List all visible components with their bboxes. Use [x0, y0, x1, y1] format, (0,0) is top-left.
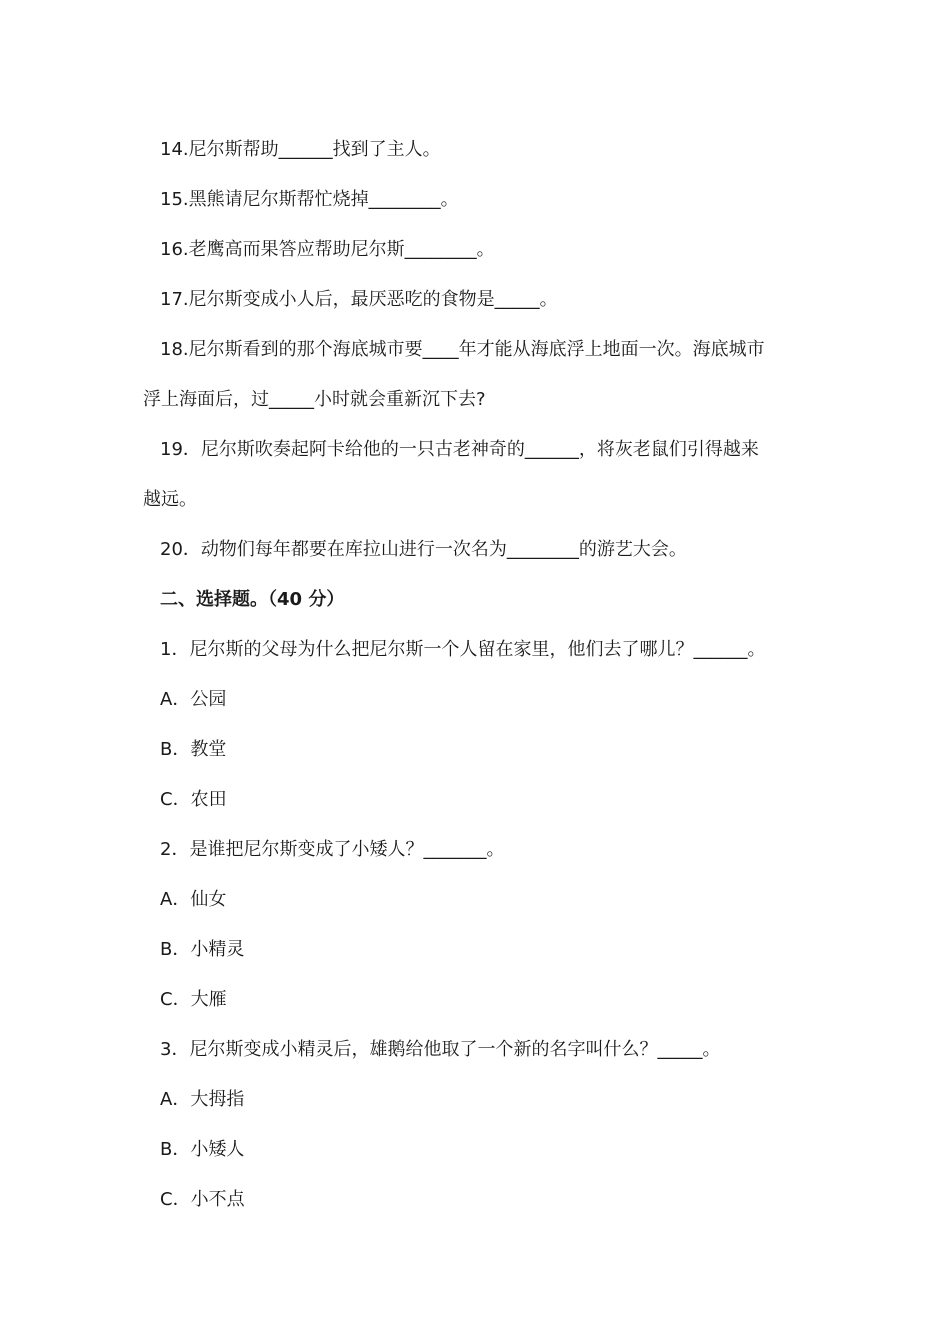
choice-question-2: 2．是谁把尼尔斯变成了小矮人？_______。: [160, 839, 505, 860]
fill-in-question-17: 17.尼尔斯变成小人后，最厌恶吃的食物是_____。: [160, 289, 558, 310]
fill-in-question-16: 16.老鹰高而果答应帮助尼尔斯________。: [160, 239, 495, 260]
choice-option-2b: B．小精灵: [160, 939, 245, 960]
choice-question-3: 3．尼尔斯变成小精灵后，雄鹅给他取了一个新的名字叫什么？_____。: [160, 1039, 721, 1060]
choice-option-1c: C．农田: [160, 789, 227, 810]
choice-option-3b: B．小矮人: [160, 1139, 245, 1160]
choice-option-2c: C．大雁: [160, 989, 227, 1010]
fill-in-question-14: 14.尼尔斯帮助______找到了主人。: [160, 139, 441, 160]
fill-in-question-15: 15.黑熊请尼尔斯帮忙烧掉________。: [160, 189, 459, 210]
fill-in-question-19-continuation: 越远。: [143, 489, 197, 510]
fill-in-question-19: 19．尼尔斯吹奏起阿卡给他的一只古老神奇的______，将灰老鼠们引得越来: [160, 439, 759, 460]
choice-option-3a: A．大拇指: [160, 1089, 245, 1110]
fill-in-question-18: 18.尼尔斯看到的那个海底城市要____年才能从海底浮上地面一次。海底城市: [160, 339, 765, 360]
choice-option-3c: C．小不点: [160, 1189, 245, 1210]
fill-in-question-20: 20．动物们每年都要在库拉山进行一次名为________的游艺大会。: [160, 539, 687, 560]
section-heading: 二、选择题。（40 分）: [160, 589, 345, 610]
choice-option-1b: B．教堂: [160, 739, 227, 760]
choice-question-1: 1．尼尔斯的父母为什么把尼尔斯一个人留在家里，他们去了哪儿？______。: [160, 639, 766, 660]
fill-in-question-18-continuation: 浮上海面后，过_____小时就会重新沉下去?: [143, 389, 486, 410]
choice-option-1a: A．公园: [160, 689, 227, 710]
choice-option-2a: A．仙女: [160, 889, 227, 910]
